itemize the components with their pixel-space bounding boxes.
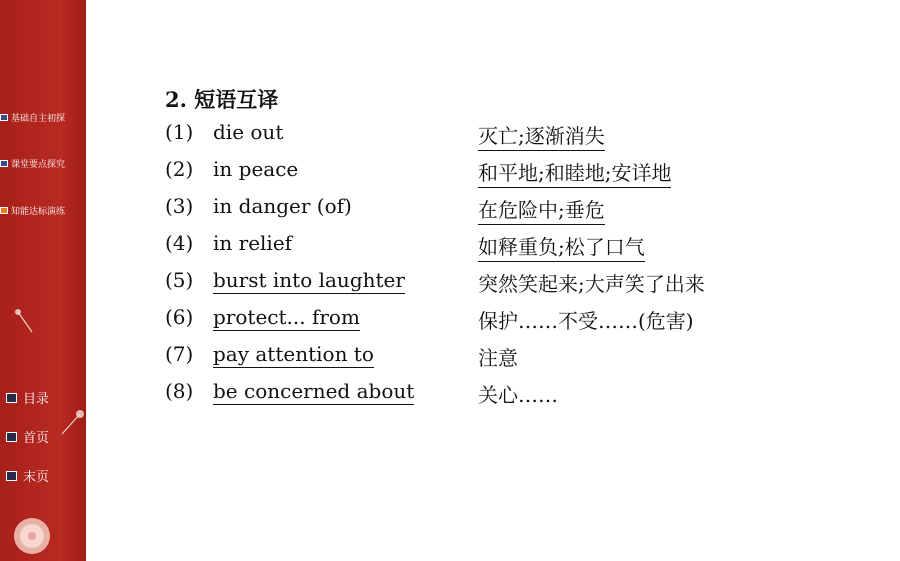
square-icon	[6, 393, 17, 403]
phrase-number: (1)	[165, 120, 194, 144]
nav-item-label: 课堂要点探究	[11, 160, 66, 170]
phrase-english: protect... from	[213, 305, 360, 329]
section-heading: 2. 短语互译	[165, 87, 279, 112]
nav-item-practice[interactable]	[0, 204, 65, 217]
phrase-chinese: 突然笑起来;大声笑了出来	[478, 272, 705, 296]
link-home[interactable]	[6, 427, 49, 446]
square-icon	[0, 207, 8, 214]
dandelion-flower-icon	[10, 514, 54, 558]
phrase-chinese: 保护……不受……(危害)	[478, 309, 694, 333]
square-icon	[6, 432, 17, 442]
square-icon	[0, 114, 8, 121]
phrase-chinese: 关心……	[478, 383, 558, 407]
dandelion-seed-icon	[58, 408, 86, 438]
nav-item-label: 基础自主初探	[11, 114, 66, 124]
phrase-english: in peace	[213, 157, 299, 181]
phrase-number: (7)	[165, 342, 194, 366]
phrase-english: in danger (of)	[213, 194, 352, 218]
phrase-english: die out	[213, 120, 284, 144]
phrase-number: (3)	[165, 194, 194, 218]
square-icon	[0, 160, 8, 167]
nav-item-class[interactable]	[0, 157, 65, 170]
nav-item-basic[interactable]	[0, 111, 65, 124]
phrase-chinese: 在危险中;垂危	[478, 194, 605, 225]
phrase-number: (4)	[165, 231, 194, 255]
square-icon	[6, 471, 17, 481]
dandelion-seed-icon	[14, 308, 38, 336]
link-last[interactable]	[6, 466, 49, 485]
content-area	[165, 84, 705, 407]
phrase-number: (5)	[165, 268, 194, 292]
link-contents[interactable]	[6, 388, 49, 407]
phrase-english: in relief	[213, 231, 293, 255]
link-label: 首页	[23, 431, 50, 446]
phrase-chinese: 如释重负;松了口气	[478, 231, 645, 262]
link-label: 目录	[23, 392, 50, 407]
phrase-chinese: 注意	[478, 346, 518, 370]
phrase-number: (8)	[165, 379, 194, 403]
link-label: 末页	[23, 470, 50, 485]
phrase-number: (6)	[165, 305, 194, 329]
phrase-english: pay attention to	[213, 342, 374, 366]
nav-item-label: 知能达标演练	[11, 207, 66, 217]
phrase-english: be concerned about	[213, 379, 415, 403]
phrase-chinese: 和平地;和睦地;安详地	[478, 157, 671, 188]
phrase-chinese: 灭亡;逐渐消失	[478, 120, 605, 151]
phrase-number: (2)	[165, 157, 194, 181]
phrase-english: burst into laughter	[213, 268, 405, 292]
sidebar	[0, 0, 86, 561]
